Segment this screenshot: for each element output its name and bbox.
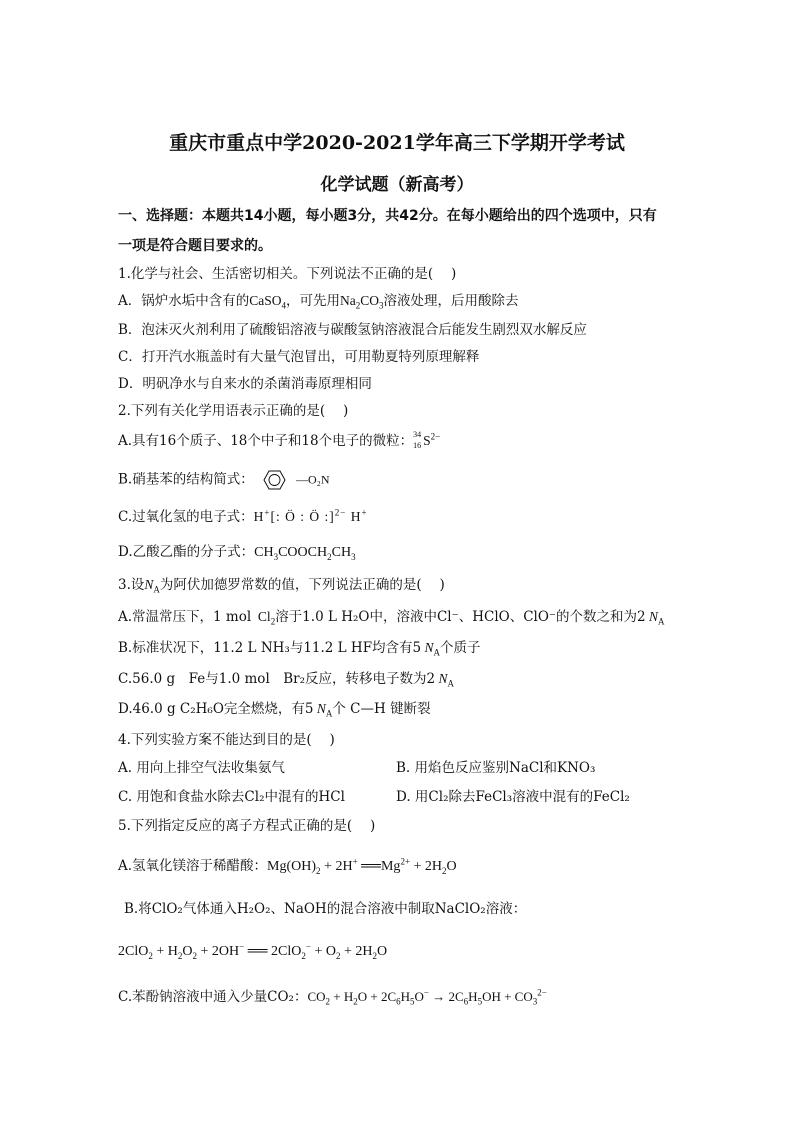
q5-option-a: A.氢氧化镁溶于稀醋酸：$Mg(OH)_2 + 2H^+$ $══Mg^{2+} + 2H_2O$ bbox=[118, 856, 457, 876]
q3-option-c: C.56.0 g Fe与1.0 mol Br₂反应，转移电子数为2 $N_A$ bbox=[118, 671, 455, 689]
q3-option-d: D.46.0 g C₂H₆O完全燃烧，有5 $N_A$个 C—H 键断裂 bbox=[118, 701, 431, 719]
q3-option-b: B.标准状况下，11.2 L NH₃与11.2 L HF均含有5 $N_A$个质子 bbox=[118, 640, 481, 658]
q4-option-d: D. 用Cl₂除去FeCl₃溶液中混有的FeCl₂ bbox=[396, 789, 630, 805]
q3-stem: 3.设$N_A$为阿伏加德罗常数的值，下列说法正确的是( ) bbox=[118, 577, 445, 595]
q4-option-b: B. 用焰色反应鉴别NaCl和KNO₃ bbox=[396, 760, 596, 776]
benzene-ring-icon bbox=[258, 468, 296, 492]
q3-option-a: A.常温常压下，1 mol $Cl_2$溶于1.0 L H₂O中，溶液中Cl⁻、HClO、ClO⁻的个数之和为2 $N_A$ bbox=[118, 609, 665, 627]
section-heading-line2: 一项是符合题目要求的。 bbox=[118, 238, 272, 254]
q1-stem: 1.化学与社会、生活密切相关。下列说法不正确的是( ) bbox=[118, 266, 457, 282]
q2-option-c: C.过氧化氢的电子式：H+[: Ö : Ö :]$^{2-}$ H+ bbox=[118, 507, 368, 525]
section-heading-line1: 一、选择题：本题共14小题，每小题3分，共42分。在每小题给出的四个选项中，只有 bbox=[118, 208, 657, 224]
q2-stem: 2.下列有关化学用语表示正确的是( ) bbox=[118, 403, 349, 419]
q5-option-b-equation: $2ClO_2 + H_2O_2 + 2OH^-$ ══ $2ClO_2^- + O_2 + 2H_2O$ bbox=[118, 941, 388, 961]
q4-stem: 4.下列实验方案不能达到目的是( ) bbox=[118, 732, 335, 748]
q2-option-b: B.硝基苯的结构简式： —O₂N bbox=[118, 468, 330, 492]
q5-option-b: B.将ClO₂气体通入H₂O₂、NaOH的混合溶液中制取NaClO₂溶液： bbox=[124, 901, 527, 917]
q5-stem: 5.下列指定反应的离子方程式正确的是( ) bbox=[118, 818, 376, 834]
page-title: 重庆市重点中学2020-2021学年高三下学期开学考试 bbox=[169, 132, 625, 154]
q1-option-b: B．泡沫灭火剂利用了硫酸铝溶液与碳酸氢钠溶液混合后能发生剧烈双水解反应 bbox=[118, 322, 587, 338]
q4-option-c: C. 用饱和食盐水除去Cl₂中混有的HCl bbox=[118, 789, 345, 805]
page-subtitle: 化学试题（新高考） bbox=[320, 175, 474, 195]
q1-option-d: D．明矾净水与自来水的杀菌消毒原理相同 bbox=[118, 376, 372, 392]
q4-option-a: A. 用向上排空气法收集氨气 bbox=[118, 760, 285, 776]
q5-option-c: C.苯酚钠溶液中通入少量CO₂：$CO_2 + H_2O + 2C_6H_5O^- \to 2C_6H_5OH + CO_3^{2-}$ bbox=[118, 987, 547, 1007]
q2-option-a: A.具有16个质子、18个中子和18个电子的微粒： 34 16 $S^{2-}$ bbox=[118, 430, 441, 450]
q1-option-a: A．锅炉水垢中含有的CaSO$_4$，可先用$Na_2CO_3$溶液处理，后用酸除去 bbox=[118, 293, 519, 311]
q1-option-c: C．打开汽水瓶盖时有大量气泡冒出，可用勒夏特列原理解释 bbox=[118, 349, 480, 365]
q2-option-d: D.乙酸乙酯的分子式：$CH_3COOCH_2CH_3$ bbox=[118, 544, 356, 562]
